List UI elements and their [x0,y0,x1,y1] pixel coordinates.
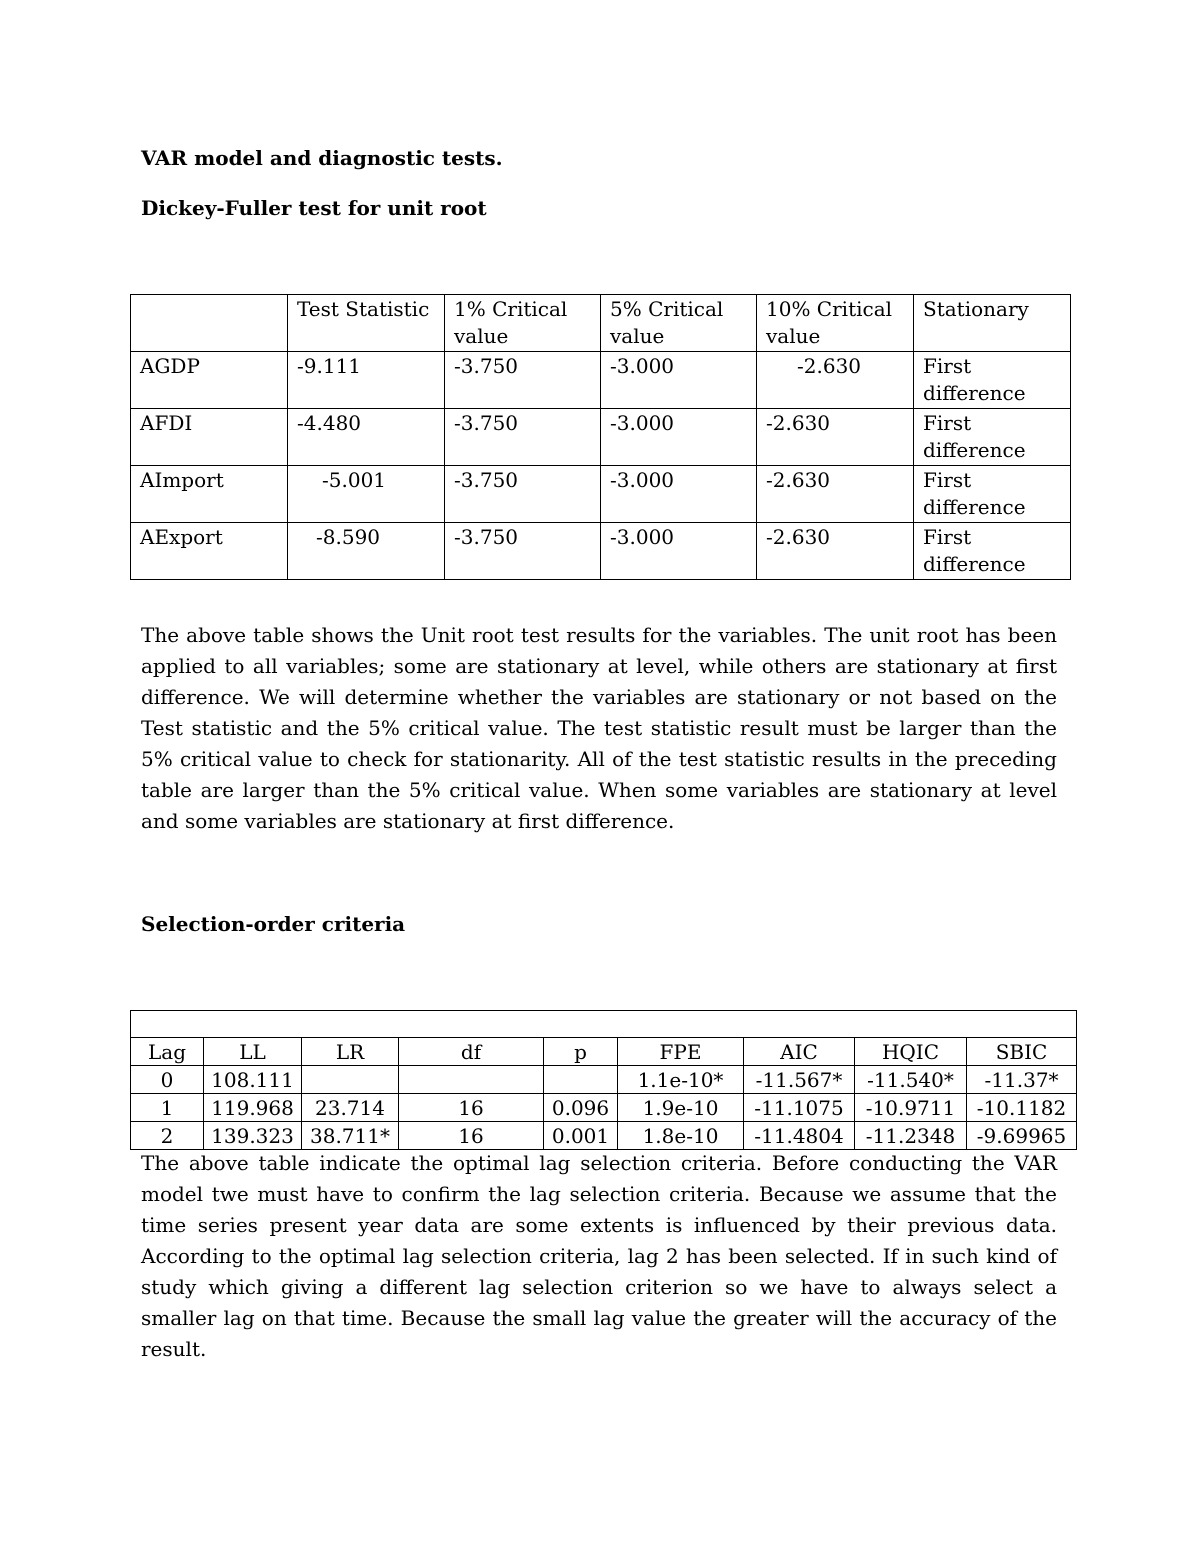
table-cell: First difference [914,352,1071,409]
df-section-heading: Dickey-Fuller test for unit root [141,196,487,220]
table-row [131,409,1071,466]
lag-selection-table [130,1010,1077,1150]
table-cell: 38.711* [302,1122,399,1150]
table-cell: -2.630 [757,409,914,466]
header-cell: Stationary [914,295,1071,352]
header-cell: FPE [618,1038,744,1066]
table-cell: 0.001 [544,1122,618,1150]
table-row [131,1066,1077,1094]
table-row [131,1122,1077,1150]
table-cell: -11.37* [967,1066,1077,1094]
table-cell: -2.630 [757,352,914,409]
header-cell: Test Statistic [288,295,445,352]
header-cell: AIC [744,1038,855,1066]
lag-results-paragraph: The above table indicate the optimal lag selection criteria. Before conducting the VAR model twe must have to confirm the lag selection criteria. Because we assume that the time series present year data are some extents is influenced by their previous data. According to the optimal lag selection criteria, lag 2 has been selected. If in such kind of study which giving a different lag selection criterion so we have to always select a smaller lag on that time. Because the small lag value the greater will the accuracy of the result. [141,1151,1057,1361]
table-cell: 1.9e-10 [618,1094,744,1122]
table-cell: 0.096 [544,1094,618,1122]
table-cell: First difference [914,409,1071,466]
table-cell: -3.000 [601,466,757,523]
table-cell: -9.111 [288,352,445,409]
dickey-fuller-table [130,294,1071,580]
table-cell: 1.1e-10* [618,1066,744,1094]
variable-cell: AFDI [131,409,288,466]
table-header-row [131,295,1071,352]
document-title: VAR model and diagnostic tests. [141,146,503,170]
table-cell: -10.9711 [855,1094,967,1122]
table-cell: 139.323 [204,1122,302,1150]
table-cell: -3.000 [601,352,757,409]
table-cell: 16 [399,1094,544,1122]
table-cell [302,1066,399,1094]
header-cell: 1% Critical value [445,295,601,352]
table-header-row [131,1038,1077,1066]
header-cell: Lag [131,1038,204,1066]
table-cell: 1 [131,1094,204,1122]
table-cell: -2.630 [757,523,914,580]
table-cell [544,1066,618,1094]
table-cell: -11.567* [744,1066,855,1094]
table-cell: -5.001 [288,466,445,523]
table-cell: -11.2348 [855,1122,967,1150]
header-cell: 10% Critical value [757,295,914,352]
table-cell: -3.750 [445,466,601,523]
header-cell: SBIC [967,1038,1077,1066]
table-cell: -2.630 [757,466,914,523]
variable-cell: AGDP [131,352,288,409]
table-cell: -3.750 [445,409,601,466]
header-cell: LR [302,1038,399,1066]
header-cell: p [544,1038,618,1066]
table-cell: -3.000 [601,523,757,580]
df-results-paragraph: The above table shows the Unit root test results for the variables. The unit root has been applied to all variables; some are stationary at level, while others are stationary at first difference. We will determine whether the variables are stationary or not based on the Test statistic and the 5% critical value. The test statistic result must be larger than the 5% critical value to check for stationarity. All of the test statistic results in the preceding table are larger than the 5% critical value. When some variables are stationary at level and some variables are stationary at first difference. [141,623,1057,833]
table-cell: 23.714 [302,1094,399,1122]
table-cell: -3.750 [445,352,601,409]
table-row [131,1094,1077,1122]
header-cell: HQIC [855,1038,967,1066]
table-cell: -9.69965 [967,1122,1077,1150]
table-cell: -4.480 [288,409,445,466]
header-cell: 5% Critical value [601,295,757,352]
table-cell: 0 [131,1066,204,1094]
header-cell [131,295,288,352]
table-row [131,523,1071,580]
table-cell [399,1066,544,1094]
table-cell: -11.1075 [744,1094,855,1122]
header-cell: df [399,1038,544,1066]
table-row [131,352,1071,409]
table-row [131,466,1071,523]
table-cell: First difference [914,466,1071,523]
variable-cell: AImport [131,466,288,523]
table-cell: 108.111 [204,1066,302,1094]
header-cell: LL [204,1038,302,1066]
table-cell: First difference [914,523,1071,580]
lag-section-heading: Selection-order criteria [141,912,406,936]
table-cell: -8.590 [288,523,445,580]
table-cell: -10.1182 [967,1094,1077,1122]
empty-title-cell [131,1011,1077,1038]
table-cell: -11.4804 [744,1122,855,1150]
table-cell: 16 [399,1122,544,1150]
table-cell: -11.540* [855,1066,967,1094]
table-cell: 1.8e-10 [618,1122,744,1150]
variable-cell: AExport [131,523,288,580]
table-cell: -3.750 [445,523,601,580]
table-cell: -3.000 [601,409,757,466]
table-cell: 119.968 [204,1094,302,1122]
table-cell: 2 [131,1122,204,1150]
table-title-row [131,1011,1077,1038]
